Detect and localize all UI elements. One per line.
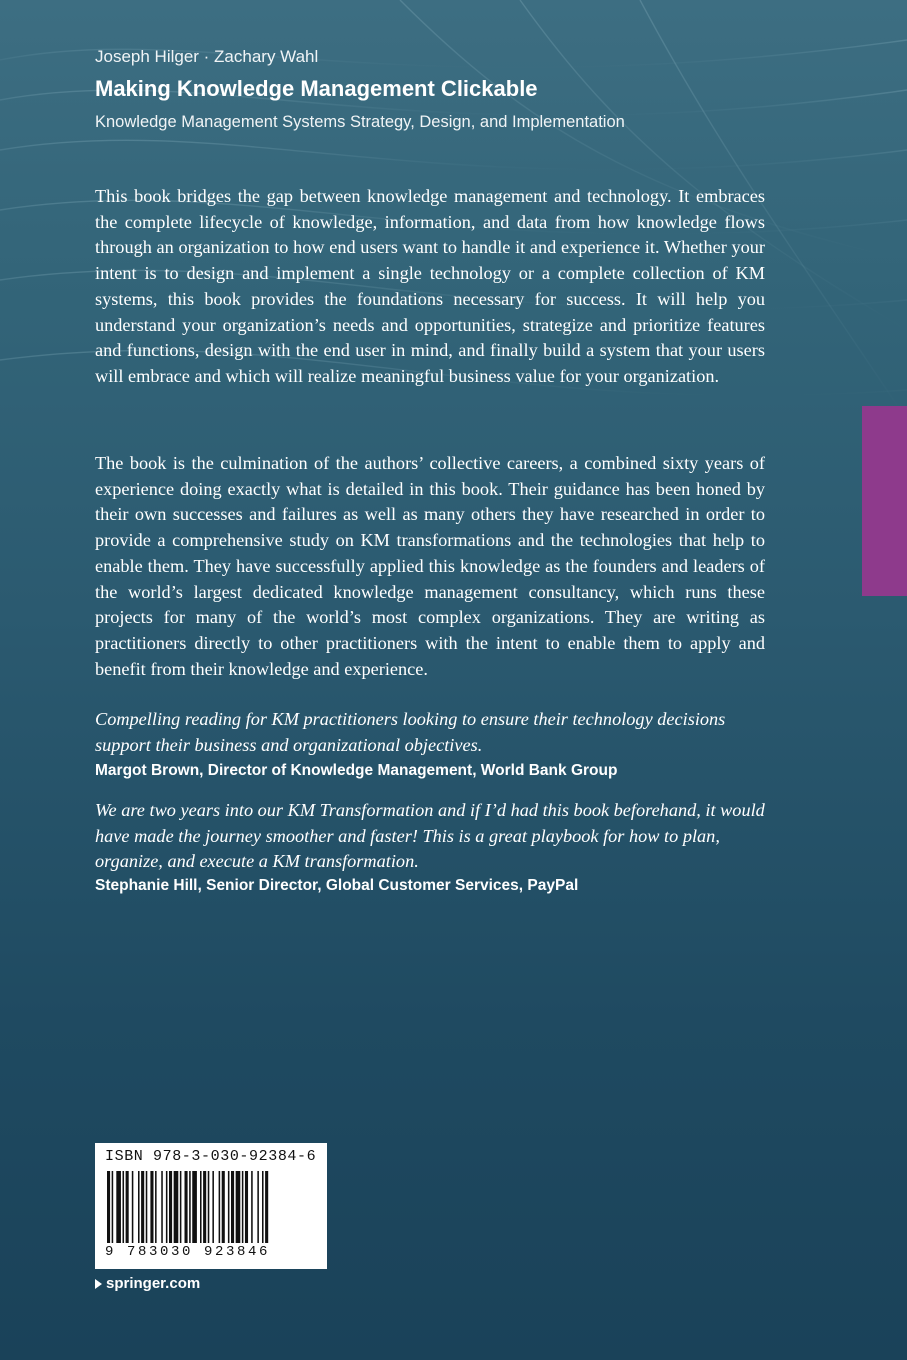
blurb-paragraph-2: The book is the culmination of the authors’ collective careers, a combined sixty years of experience doing exactly what is detailed in this book. Their guidance has been honed by their own successes and failures as well as many others they have researched in order to provide a comprehensive study on KM transformations and the technologies that help to enable them. They have successfully applied this knowledge as the founders and leaders of the world’s largest dedicated knowledge management consultancy, which runs these projects for many of the world’s most complex organizations. They are writing as practitioners directly to other practitioners with the intent to enable them to apply and benefit from their knowledge and experience. [95, 453, 765, 679]
endorsement-quote-1: Compelling reading for KM practitioners looking to ensure their technology decisions support their business and organizational objectives. [95, 709, 726, 755]
book-authors: Joseph Hilger · Zachary Wahl [95, 47, 319, 66]
barcode-bar [251, 1171, 253, 1243]
barcode-bar [208, 1171, 210, 1243]
barcode-bar [138, 1171, 140, 1243]
barcode-bar [185, 1171, 188, 1243]
barcode-bar [242, 1171, 244, 1243]
arrow-right-icon [95, 1279, 102, 1289]
barcode-bar [262, 1171, 264, 1243]
barcode-bar [180, 1171, 182, 1243]
barcode-bar [257, 1171, 259, 1243]
isbn-label: ISBN 978-3-030-92384-6 [105, 1148, 317, 1165]
blurb-paragraph-1: This book bridges the gap between knowledge management and technology. It embraces the complete lifecycle of knowledge, information, and data from how knowledge flows through an organization to how end users want to handle it and experience it. Whether your intent is to design and implement a single technology or a complete collection of KM systems, this book provides the foundations necessary for success. It will help you understand your organization’s needs and opportunities, strategize and prioritize features and functions, design with the end user in mind, and finally build a system that your users will embrace and which will realize meaningful business value for your organization. [95, 186, 765, 386]
barcode-bar [150, 1171, 153, 1243]
barcode-bar [174, 1171, 179, 1243]
barcode-bar [203, 1171, 206, 1243]
book-subtitle: Knowledge Management Systems Strategy, Design, and Implementation [95, 113, 625, 131]
barcode-bar [231, 1171, 234, 1243]
barcode-bars-icon [107, 1171, 315, 1243]
barcode-bar [228, 1171, 230, 1243]
barcode-bar [236, 1171, 241, 1243]
barcode-bar [200, 1171, 202, 1243]
barcode-bar [222, 1171, 225, 1243]
book-title: Making Knowledge Management Clickable [95, 76, 538, 101]
barcode-bar [265, 1171, 268, 1243]
publisher-link[interactable] [95, 1275, 200, 1292]
publisher-url: springer.com [106, 1275, 201, 1292]
barcode-bar [219, 1171, 221, 1243]
barcode-bar [212, 1171, 214, 1243]
barcode-bar [166, 1171, 168, 1243]
accent-tab [862, 406, 907, 596]
barcode-digits: 9 783030 923846 [105, 1244, 271, 1260]
barcode-bar [169, 1171, 172, 1243]
barcode-bar [146, 1171, 148, 1243]
barcode-bar [107, 1171, 110, 1243]
barcode-bar [141, 1171, 144, 1243]
barcode-bar [126, 1171, 129, 1243]
barcode-bar [123, 1171, 125, 1243]
barcode-bar [161, 1171, 163, 1243]
barcode-bar [116, 1171, 121, 1243]
endorsement-attribution-1: Margot Brown, Director of Knowledge Management, World Bank Group [95, 762, 618, 779]
isbn-barcode [95, 1143, 327, 1269]
barcode-bar [245, 1171, 248, 1243]
barcode-bar [189, 1171, 191, 1243]
barcode-bar [132, 1171, 134, 1243]
barcode-bar [155, 1171, 157, 1243]
barcode-bar [192, 1171, 197, 1243]
barcode-bar [112, 1171, 114, 1243]
endorsement-attribution-2: Stephanie Hill, Senior Director, Global Customer Services, PayPal [95, 877, 579, 894]
endorsement-quote-2: We are two years into our KM Transformation and if I’d had this book beforehand, it would have made the journey smoother and faster! This is a great playbook for how to plan, organize, and execute a KM transformation. [95, 800, 765, 871]
